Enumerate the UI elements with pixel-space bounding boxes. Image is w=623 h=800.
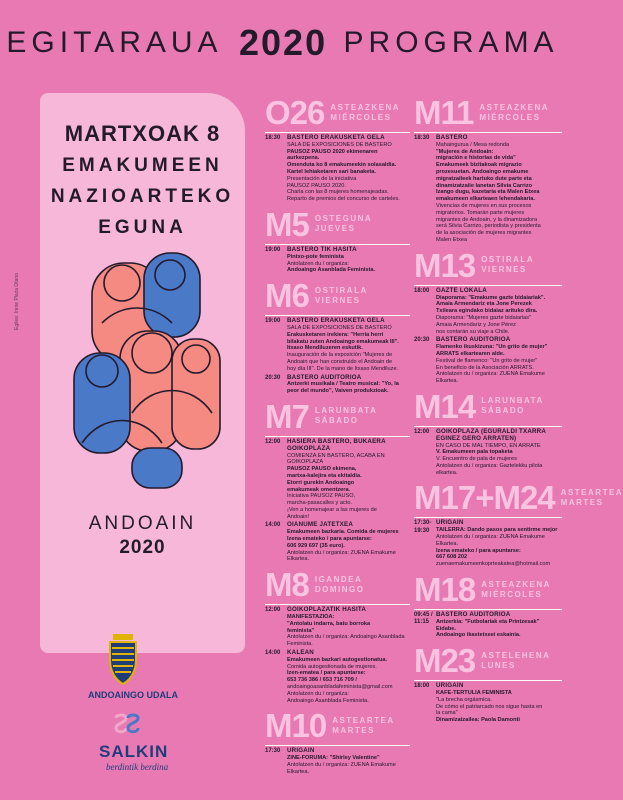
session-text: V. Emakumeen pala topaketa: [436, 449, 513, 456]
session-text: emakumeak omentzera.: [287, 486, 351, 493]
day-name: [315, 575, 365, 595]
day-name: [479, 103, 549, 123]
card-line-2: EMAKUMEEN: [62, 155, 223, 176]
day-name-eu: ASTEARTEA: [332, 715, 395, 725]
day-number: M5: [265, 205, 309, 243]
session-text: SALA DE EXPOSICIONES DE BASTERO: [287, 141, 392, 148]
session-place: URIGAIN: [436, 519, 464, 527]
session-text: "La brecha orgásmica.: [436, 696, 492, 703]
session-text: V. Encuentro de pala de mujeres: [436, 456, 517, 463]
session: [414, 612, 562, 639]
session: [414, 520, 562, 568]
women-illustration: [72, 243, 222, 493]
card-date: MARTXOAK 8: [64, 121, 221, 146]
session-body: [436, 288, 562, 336]
session-text: COMIENZA EN BASTERO, ACABA EN GOIKOPLAZA: [287, 452, 385, 466]
day-header: [265, 276, 410, 316]
day-name-es: DOMINGO: [314, 584, 365, 594]
session-time: 09:45 / 11:15: [414, 612, 433, 626]
session-text: Kartel lehiaketaren sari banaketa.: [287, 168, 376, 175]
session-time: 14:00: [265, 650, 281, 657]
session-body: [287, 439, 410, 521]
session-text: prozesuetan. Andoaingo emakume: [436, 168, 529, 175]
day-number: M10: [265, 707, 327, 745]
session-body: [287, 318, 410, 372]
day-name-es: SÁBADO: [481, 406, 525, 416]
day-name-eu: OSTIRALA: [481, 255, 535, 265]
schedule-day: [265, 276, 410, 395]
session-time: 20:30: [414, 337, 430, 344]
session-time: 12:00: [265, 607, 281, 614]
session: [265, 375, 410, 395]
session-place: GAZTE LOKALA: [436, 286, 487, 294]
session-text: Omenduta ko 8 emakumeekin solasaldia.: [287, 162, 397, 169]
day-name-eu: IGANDEA: [314, 574, 363, 584]
session-place: BASTERO AUDITORIOA: [287, 373, 362, 381]
day-name: [481, 255, 534, 275]
session: [265, 135, 410, 203]
card-line-3: NAZIOARTEKO: [50, 186, 235, 207]
day-name-eu: ASTEAZKENA: [481, 579, 551, 589]
day-name: [315, 214, 372, 234]
event-card: [40, 93, 245, 653]
session-text: dinamizatzaile lanetan Silvia Carrizo: [436, 182, 533, 189]
card-year: 2020: [119, 537, 166, 558]
illustration-credit: Egilea: Irene Plaza Otano: [14, 273, 20, 330]
session-text: Presentación de la iniciativa: [287, 175, 357, 182]
day-number: M7: [265, 397, 309, 435]
session-text: 667 608 202: [436, 554, 468, 561]
schedule-day: [414, 570, 562, 639]
day-header: [414, 478, 623, 518]
session-place: BASTERO TIK HASITA: [287, 245, 357, 253]
session: [265, 522, 410, 563]
session-text: Etorri gurekin Andoaingo: [287, 479, 355, 486]
session-place: BASTERO ERAKUSKETA GELA: [287, 134, 385, 141]
session-text: migración e historias de vida": [436, 155, 516, 162]
session-text: PAUSOZ PAUSO ekimena,: [287, 466, 357, 473]
day-name-eu: OSTIRALA: [314, 285, 368, 295]
session-place: OIANUME JATETXEA: [287, 521, 353, 529]
day-name: [315, 406, 378, 426]
day-number: M8: [265, 566, 309, 604]
day-name-es: VIERNES: [314, 295, 361, 305]
session-text: Vivencias de mujeres en sus procesos: [436, 202, 532, 209]
day-header: [265, 205, 410, 245]
session-text: Andoaingo ikastetxeei eskainia.: [436, 632, 521, 639]
session-time: 14:00: [265, 522, 281, 529]
session-text: ARRATS elkartearen alde.: [436, 350, 505, 357]
session-text: la cama": [436, 710, 458, 717]
session: [414, 683, 562, 724]
day-number: M13: [414, 246, 476, 284]
day-name-es: VIERNES: [481, 265, 527, 275]
session-time: 18:00: [414, 683, 430, 690]
session-body: [436, 612, 562, 639]
title-year: 2020: [239, 22, 328, 63]
session-text: andoaingoasanbladafeminista@gmail.com: [287, 684, 393, 691]
poster-title: [0, 22, 565, 64]
day-name-eu: ASTELEHENA: [481, 650, 551, 660]
session-place: BASTERO AUDITORIOA: [436, 611, 511, 619]
salkin-logo-icon: [112, 712, 142, 740]
day-name-eu: ASTEAZKENA: [330, 102, 401, 112]
session-body: [436, 429, 562, 477]
session-text: PAUSOZ PAUSO 2020 ekimenaren: [287, 148, 378, 155]
session-text: MANIFESTAZIOA:: [287, 614, 335, 621]
day-header: [414, 641, 562, 681]
session-body: [436, 683, 562, 724]
session-text: "Antolatu indarra, batu borroka: [287, 620, 371, 627]
session-text: 653 736 386 / 653 716 709 /: [287, 677, 357, 684]
session-time: 12:00: [265, 438, 281, 445]
schedule-day: [414, 478, 623, 568]
session: [265, 607, 410, 648]
session: [265, 439, 410, 521]
session-place: BASTERO: [436, 134, 468, 141]
session-text: Antolatzen du / organiza:: [287, 690, 349, 697]
session-text: peor del mundo", Vaiven produkzioak.: [287, 388, 389, 395]
day-number: M23: [414, 642, 476, 680]
session-body: [287, 135, 410, 203]
day-name-es: MIÉRCOLES: [479, 112, 541, 122]
day-name-es: SÁBADO: [314, 416, 359, 426]
schedule-day: [414, 641, 562, 724]
session-text: Izen-ematea / para apuntarse:: [287, 670, 366, 677]
session-text: ZINE-FORUMA: "Shirley Valentine": [287, 755, 380, 762]
session-text: hoy día III". De la mano de Itxaso Mendiluze.: [287, 365, 399, 372]
session-body: [287, 522, 410, 563]
day-header: [414, 387, 562, 427]
session-text: Izena emateko / para apuntarse:: [436, 547, 521, 554]
day-header: [414, 246, 562, 286]
session-text: Andoain que han construido el Andoain de: [287, 358, 393, 365]
session-text: feminista": [287, 627, 315, 634]
day-name-es: LUNES: [481, 660, 516, 670]
session-body: [436, 520, 562, 568]
session-text: Pintxo-pote feminista: [287, 253, 344, 260]
schedule-column-left: [265, 93, 410, 778]
session-text: Antolatzen du / organiza: ZUENA Emakume Elkartea.: [436, 371, 545, 385]
session-time: 17:30-19:30: [414, 520, 432, 534]
session: [265, 650, 410, 704]
session-time: 18:30: [414, 135, 430, 141]
session-text: Antzerki musikala / Teatro musical: "Yo, la: [287, 381, 399, 388]
session-text: SALA DE EXPOSICIONES DE BASTERO: [287, 324, 392, 331]
title-right: PROGRAMA: [343, 26, 559, 59]
session-text: Erakusketaren irekiera: "Herria herri: [287, 331, 384, 338]
session-text: Andoain!: [287, 513, 310, 520]
day-number: M6: [265, 277, 309, 315]
day-name-es: JUEVES: [314, 224, 356, 234]
session-text: Antzerkia: "Futbolariak eta Printzesak": [436, 618, 540, 625]
day-header: [265, 565, 410, 605]
session: [414, 337, 562, 385]
day-number: M17+M24: [414, 479, 555, 517]
session-time: 17:30: [265, 748, 281, 755]
session-text: emakumeen elkarteaen lehendakaria.: [436, 196, 535, 203]
day-name: [315, 286, 368, 306]
session: [414, 429, 562, 477]
session-time: 18:00: [414, 287, 430, 294]
session-text: aurkezpena.: [287, 155, 320, 162]
day-name: [561, 488, 623, 508]
session-place: URIGAIN: [287, 747, 315, 755]
session-body: [287, 650, 410, 704]
session-text: martxa-kalejira eta ekitaldia.: [287, 472, 362, 479]
day-header: [414, 570, 562, 610]
session-text: Mahaingurua / Mesa redonda: [436, 141, 510, 148]
schedule-day: [414, 93, 562, 244]
session-text: Antolatzen du / organiza: ZUENA Emakume Elkartea.: [287, 549, 396, 563]
day-header: [265, 706, 410, 746]
andoain-crest-icon: [107, 630, 139, 686]
session-place: GOIKOPLAZA (EGURALDI TXARRA EGINEZ GERO ARRATEN): [436, 427, 546, 442]
day-name-eu: OSTEGUNA: [314, 214, 373, 224]
session-body: [436, 337, 562, 385]
session-text: Amaia Armendariz eta Jone Perezek: [436, 301, 532, 308]
day-name: [481, 396, 544, 416]
session-text: TAILERRA: Dando pasos para sentirme mejor: [436, 527, 558, 534]
day-name-eu: ASTEAZKENA: [479, 102, 550, 112]
schedule-day: [265, 93, 410, 203]
day-name-eu: LARUNBATA: [481, 396, 544, 406]
session-body: [436, 135, 562, 244]
day-header: [414, 93, 562, 133]
day-number: O26: [265, 94, 325, 131]
session-text: Diaporama: "Mujeres gazte bidaiarias": [436, 314, 532, 321]
schedule-day: [414, 387, 562, 477]
session-text: 606 929 697 (35 euro).: [287, 542, 345, 549]
session-text: Andoaingo Asanblada Feminista.: [287, 697, 369, 704]
session: [265, 247, 410, 274]
schedule-day: [414, 246, 562, 385]
session-text: migratorios. Tomarán parte mujeres: [436, 209, 525, 216]
session-text: Eidabe.: [436, 625, 456, 632]
session-text: Iniciativa PAUSOZ PAUSO,: [287, 493, 356, 500]
session-text: de la asociación de mujeres migrantes: [436, 230, 532, 237]
session-place: BASTERO AUDITORIOA: [436, 336, 511, 344]
session-text: Izena emateko / para apuntarse:: [287, 536, 372, 543]
session-text: Feminista.: [287, 641, 313, 648]
day-name-es: MIÉRCOLES: [481, 589, 543, 599]
session-place: GOIKOPLAZATIK HASITA: [287, 606, 367, 614]
andoain-council-label: ANDOAINGO UDALA: [88, 690, 178, 700]
session-place: KALEAN: [287, 649, 314, 657]
session-time: 18:30: [265, 135, 281, 141]
salkin-label: SALKIN: [99, 742, 169, 761]
session-text: ¡Ven a homenajear a las mujeres de: [287, 506, 377, 513]
session-text: Malen Etxea: [436, 236, 468, 243]
day-header: [265, 93, 410, 133]
session-text: Andoaingo Asanblada Feminista.: [287, 267, 376, 274]
session-text: migratzaileek hartuko dute parte eta: [436, 175, 532, 182]
session-text: "Mujeres de Andoain:: [436, 148, 494, 155]
day-name-eu: LARUNBATA: [314, 406, 378, 416]
salkin-tagline: berdintik berdina: [106, 762, 169, 772]
session-text: Amaia Armendariz y Jone Pérez: [436, 321, 516, 328]
session-body: [287, 247, 410, 274]
session-body: [287, 748, 410, 775]
session-text: Comida autogestionada de mujeres.: [287, 663, 377, 670]
day-name: [481, 580, 551, 600]
session-body: [287, 607, 410, 648]
session-text: De cómo el patriarcado nos sigue hasta en: [436, 703, 543, 710]
day-number: M11: [414, 94, 474, 131]
session: [265, 318, 410, 372]
session-place: URIGAIN: [436, 682, 464, 690]
schedule-day: [265, 397, 410, 563]
session-text: Emakumeek bizitakoak migrazio: [436, 162, 522, 169]
day-name: [481, 651, 550, 671]
session-text: Antolatzen du / organiza: Andoaingo Asanblada: [287, 634, 405, 641]
day-header: [265, 397, 410, 437]
session-text: Itxaso Mendiluzeren eskutik.: [287, 345, 363, 352]
session-time: 20:30: [265, 374, 281, 381]
session: [414, 288, 562, 336]
session-text: migrantes de Andoain, y la dinamizadora: [436, 216, 538, 223]
session-text: Emakumeen bazkaria. Comida de mujeres: [287, 529, 399, 536]
card-line-4: EGUNA: [98, 217, 187, 238]
session: [265, 748, 410, 775]
session-body: [287, 375, 410, 395]
session-text: zuenaemakumeenkoprteakatea@hotmail.com: [436, 561, 551, 568]
session-text: Antolatzen du / organiza:: [287, 260, 349, 267]
day-number: M14: [414, 387, 476, 425]
session-text: nos contarán su viaje a Chile.: [436, 328, 510, 335]
session-text: Diaporama: "Emakume gazte bidaiariak".: [436, 294, 546, 301]
session-text: Izango dugu, kazetaria eta Malen Etxea: [436, 189, 540, 196]
day-name-es: MARTES: [560, 497, 604, 507]
day-number: M18: [414, 571, 476, 609]
title-left: EGITARAUA: [6, 26, 223, 59]
day-name: [330, 103, 400, 123]
schedule-day: [265, 565, 410, 704]
schedule-day: [265, 706, 410, 775]
card-city: ANDOAIN: [88, 513, 197, 534]
session-text: Charla con las 8 mujeres homenajeadas.: [287, 189, 389, 196]
session-text: PAUSOZ PAUSO 2020.: [287, 182, 346, 189]
session-time: 19:00: [265, 318, 281, 325]
session-text: será Silvia Carrizo, periodista y presidenta: [436, 223, 541, 230]
session-text: Inauguración de la exposición "Mujeres de: [287, 352, 393, 359]
day-name: [332, 716, 394, 736]
session-text: Flamenko ikuskizuna: "Un grito de mujer": [436, 344, 548, 351]
session-text: Reparto de premios del concurso de carteles.: [287, 196, 400, 203]
session-text: Dinamizatzailea: Paola Damonti: [436, 717, 520, 724]
session-text: bilakatu zuten Andoaingo emakumeak III".: [287, 338, 399, 345]
day-name-es: MARTES: [332, 725, 375, 735]
session-text: marcha-pasacalles y acto.: [287, 500, 352, 507]
session-place: BASTERO ERAKUSKETA GELA: [287, 317, 385, 325]
session-text: Antolatzen du / organiza: ZUENA Emakume Elkartea.: [436, 534, 545, 547]
session-text: KAFE-TERTULIA FEMINISTA: [436, 690, 512, 697]
session-text: Antolatzen du / organiza: Gaztelekku pilota elkartea.: [436, 462, 543, 476]
day-name-eu: ASTEARTEA: [560, 487, 623, 497]
session-text: En beneficio de la Asociación ARRATS.: [436, 364, 534, 371]
session-text: Emakumeen bazkari autogestionatua.: [287, 656, 388, 663]
session-time: 12:00: [414, 428, 430, 435]
schedule-day: [265, 205, 410, 274]
day-name-es: MIÉRCOLES: [330, 112, 392, 122]
session-place: HASIERA BASTERO, BUKAERA GOIKOPLAZA: [287, 437, 386, 452]
schedule-column-right: [414, 93, 623, 726]
session: [414, 135, 562, 244]
session-text: EN CASO DE MAL TIEMPO, EN ARRATE: [436, 442, 541, 449]
session-text: Txileara egindako bidaiaz arituko dira.: [436, 308, 538, 315]
session-text: Antolatzen du / organiza: ZUENA Emakume Elkartea.: [287, 762, 396, 775]
session-text: Festival de flamenco: "Un grito de mujer": [436, 357, 538, 364]
session-time: 19:00: [265, 246, 281, 253]
